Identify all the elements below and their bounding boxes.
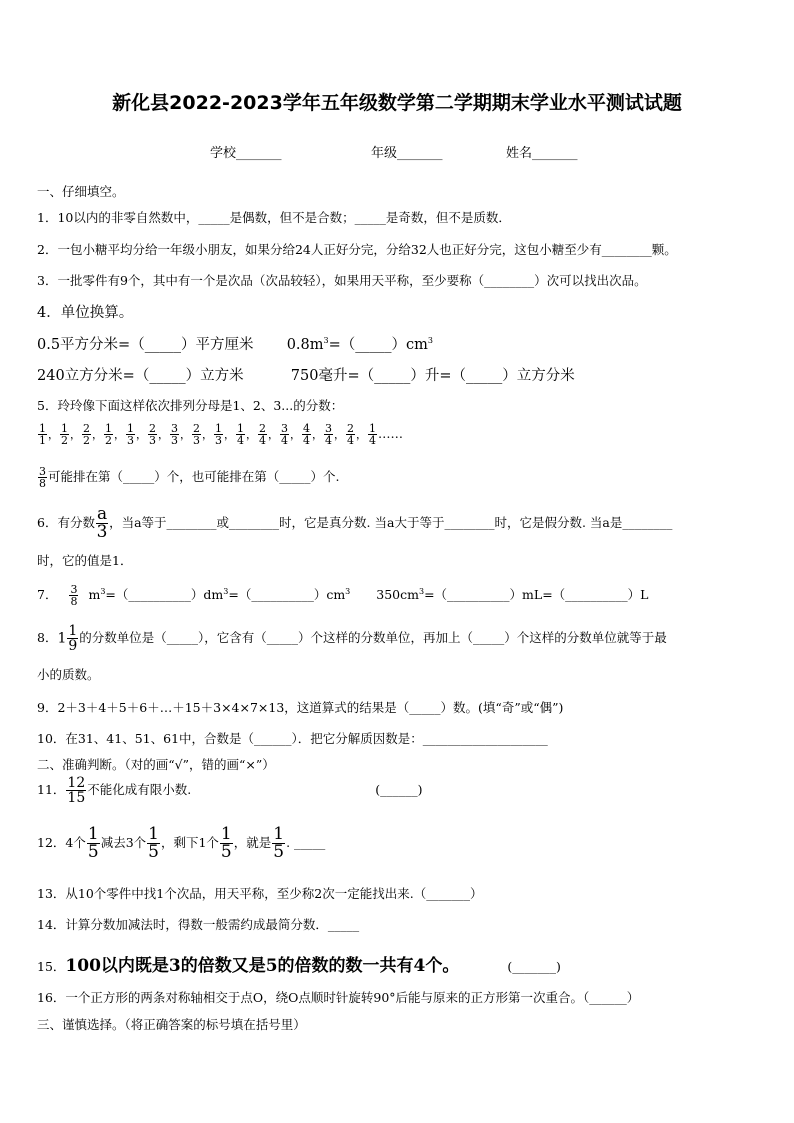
question-9: 9．2＋3＋4＋5＋6＋…＋15＋3×4×7×13，这道算式的结果是（_____）数。(填“奇”或“偶”)	[37, 700, 564, 715]
fraction: $\frac{1}{5}$	[273, 824, 285, 862]
question-6: 6．有分数 $\frac{a}{3}$ ，当a等于________或________时，它是真分数. 当a大于等于________时，它是假分数. 当a是________	[37, 504, 673, 542]
exponent: 3	[427, 336, 433, 346]
section-2-heading: 二、准确判断。（对的画“√”，错的画“×”）	[37, 757, 275, 772]
sequence-fraction: $\frac{3}{4}$	[325, 422, 332, 447]
question-10: 10．在31、41、51、61中，合数是（______）．把它分解质因数是：____________________	[37, 731, 548, 746]
question-5-blanks	[37, 466, 339, 489]
unit-conversion-2-result: =（_____）cm	[328, 337, 428, 353]
sequence-fraction: $\frac{2}{4}$	[259, 422, 266, 447]
fraction: $\frac{1}{5}$	[148, 824, 159, 862]
sequence-fraction: $\frac{1}{2}$	[105, 422, 112, 447]
fraction: $\frac{1}{5}$	[220, 824, 232, 862]
sequence-fraction: $\frac{1}{4}$	[369, 422, 376, 447]
sequence-fraction: $\frac{1}{1}$	[39, 422, 46, 447]
fraction: $\frac{3}{8}$	[39, 465, 46, 490]
question-4-row-1	[37, 333, 433, 354]
fraction-list	[37, 422, 378, 447]
sequence-fraction: $\frac{1}{2}$	[61, 422, 68, 447]
sequence-fraction: $\frac{2}{4}$	[347, 422, 354, 447]
question-7: 7． $\frac{3}{8}$ $m^3=(\_\_\_\_\_\_\_\_\_\_)dm^3=(\_\_\_\_\_\_\_\_\_\_)cm^3$ $350cm^3=(\_\_\_\_\_\_\_\_\_\_)mL=(\_\_\_\_\_\_\_\_\_\_)L$	[37, 583, 649, 608]
answer-blank: (_______)	[507, 959, 561, 974]
question-13: 13．从10个零件中找1个次品，用天平称，至少称2次一定能找出来.（_______）	[37, 886, 483, 901]
separator: ，	[158, 428, 169, 441]
sequence-fraction: $\frac{4}{4}$	[303, 422, 310, 447]
sequence-fraction: $\frac{2}{3}$	[149, 422, 156, 447]
question-2: 2．一包小糖平均分给一年级小朋友，如果分给24人正好分完，分给32人也正好分完，这包小糖至少有________颗。	[37, 242, 677, 257]
sequence-ellipsis: ……	[378, 426, 403, 441]
separator: ，	[136, 428, 147, 441]
question-6-line-2: 时，它的值是1．	[37, 553, 133, 568]
question-5: 5．玲玲像下面这样依次排列分母是1、2、3...的分数：	[37, 398, 344, 413]
separator: ，	[246, 428, 257, 441]
separator: ，	[180, 428, 191, 441]
school-field: 学校_______	[210, 146, 282, 161]
separator: ，	[202, 428, 213, 441]
section-3-heading: 三、谨慎选择。（将正确答案的标号填在括号里）	[37, 1017, 306, 1032]
separator: ，	[334, 428, 345, 441]
fraction: $\frac{1}{9}$	[68, 623, 78, 654]
separator: ，	[312, 428, 323, 441]
fraction: $\frac{1}{5}$	[87, 824, 99, 862]
section-1-heading: 一、仔细填空。	[37, 184, 125, 199]
unit-conversion-1: 0.5平方分米=（_____）平方厘米	[37, 337, 254, 353]
question-15-text: 100以内既是3的倍数又是5的倍数的数一共有4个。	[65, 956, 460, 976]
question-15: 15．100以内既是3的倍数又是5的倍数的数一共有4个。 (_______)	[37, 956, 561, 976]
separator: ，	[48, 428, 59, 441]
separator: ，	[114, 428, 125, 441]
question-12: 12．4个 $\frac{1}{5}$ 减去3个 $\frac{1}{5}$ ，剩下1个 $\frac{1}{5}$ ，就是 $\frac{1}{5}$ . _____	[37, 824, 326, 862]
separator: ，	[70, 428, 81, 441]
grade-field: 年级_______	[371, 146, 443, 161]
sequence-fraction: $\frac{2}{2}$	[83, 422, 90, 447]
question-8: 8．1 $\frac{1}{9}$ 的分数单位是（_____），它含有（_____）个这样的分数单位，再加上（_____）个这样的分数单位就等于最	[37, 623, 667, 654]
page-title: 新化县2022-2023学年五年级数学第二学期期末学业水平测试试题	[112, 92, 682, 114]
separator: ，	[268, 428, 279, 441]
fraction: $\frac{3}{8}$	[70, 583, 78, 608]
sequence-fraction: $\frac{2}{3}$	[193, 422, 200, 447]
unit-conversion-4: 750毫升=（_____）升=（_____）立方分米	[290, 368, 575, 384]
question-16: 16．一个正方形的两条对称轴相交于点O，绕O点顺时针旋转90°后能与原来的正方形第一次重合。（______）	[37, 990, 640, 1005]
question-4-row-2	[37, 364, 575, 385]
unit-conversion-3: 240立方分米=（_____）立方米	[37, 368, 244, 384]
question-11: 11． $\frac{12}{15}$ 不能化成有限小数. (______)	[37, 775, 423, 806]
sequence-fraction: $\frac{1}{3}$	[127, 422, 134, 447]
fraction-sequence	[37, 423, 403, 446]
name-field: 姓名_______	[506, 146, 578, 161]
fraction: $\frac{12}{15}$	[67, 775, 86, 806]
unit-conversion-2-value: 0.8m	[286, 337, 324, 353]
question-3: 3．一批零件有9个，其中有一个是次品（次品较轻），如果用天平称，至少要称（________）次可以找出次品。	[37, 273, 647, 288]
sequence-fraction: $\frac{3}{3}$	[171, 422, 178, 447]
sequence-fraction: $\frac{1}{3}$	[215, 422, 222, 447]
question-8-line-2: 小的质数。	[37, 667, 100, 682]
question-4-title: 4．单位换算。	[37, 305, 134, 321]
sequence-fraction: $\frac{1}{4}$	[237, 422, 244, 447]
fraction: $\frac{a}{3}$	[96, 504, 108, 542]
sequence-fraction: $\frac{3}{4}$	[281, 422, 288, 447]
exponent: 3	[323, 336, 329, 346]
question-1: 1．10以内的非零自然数中，_____是偶数，但不是合数；_____是奇数，但不是质数．	[37, 210, 511, 225]
separator: ，	[356, 428, 367, 441]
separator: ，	[92, 428, 103, 441]
answer-blank: (______)	[375, 782, 423, 797]
question-5-tail: 可能排在第（_____）个，也可能排在第（_____）个.	[48, 469, 340, 484]
separator: ，	[224, 428, 235, 441]
separator: ，	[290, 428, 301, 441]
question-14: 14．计算分数加减法时，得数一般需约成最简分数．_____	[37, 917, 360, 932]
